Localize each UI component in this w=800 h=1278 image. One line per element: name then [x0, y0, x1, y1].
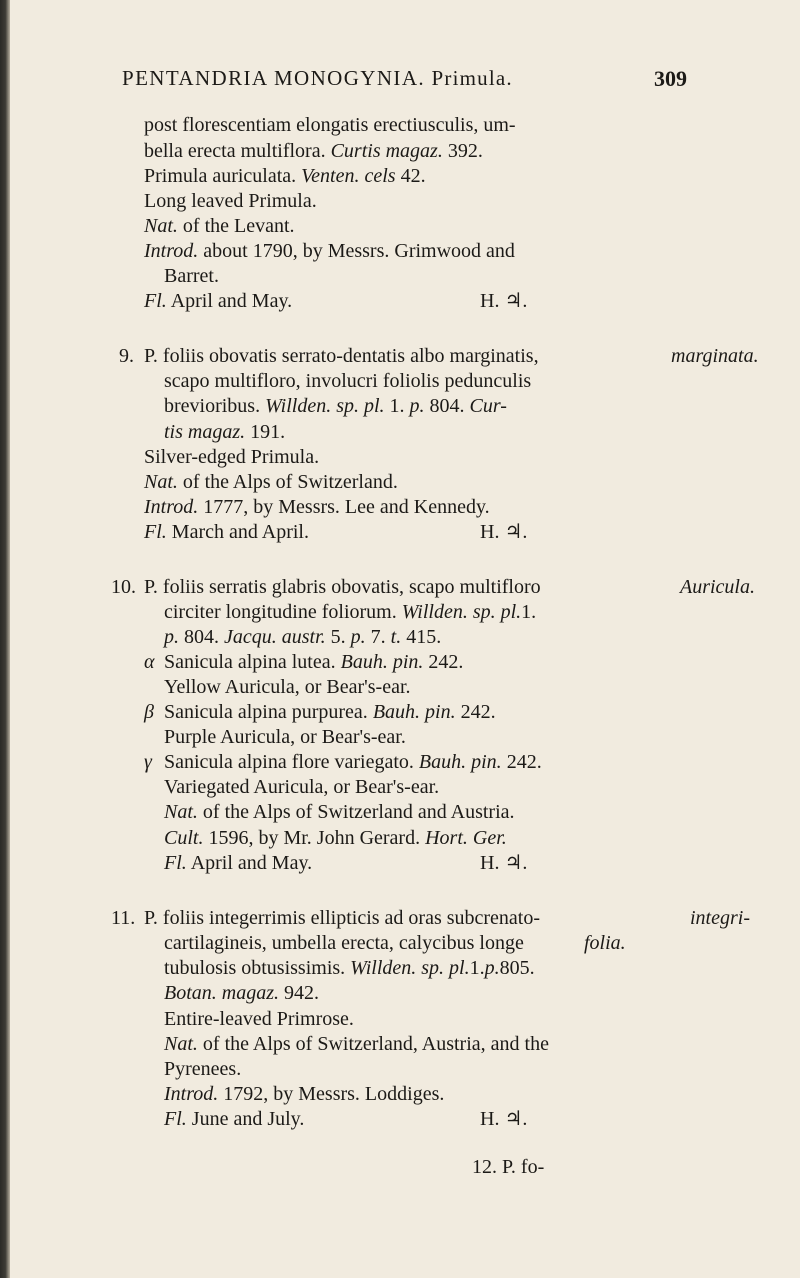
label-nat: Nat. [144, 215, 178, 237]
reference-page-abbr: p. [409, 395, 425, 417]
common-name: Yellow Auricula, or Bear's-ear. [164, 676, 411, 698]
running-head-title: PENTANDRIA MONOGYNIA. [122, 66, 426, 90]
margin-species-name: integri- [690, 907, 750, 929]
species-number: 10. [111, 576, 136, 598]
variety-symbol: β [144, 701, 154, 723]
reference-title: Willden. sp. pl. [401, 601, 522, 623]
flowering-text: April and May. [190, 852, 313, 874]
reference-number: 7. [370, 626, 386, 648]
text-line [164, 625, 441, 649]
flowering-text: March and April. [171, 521, 309, 543]
reference-page-abbr: p. [484, 957, 500, 979]
reference-title: Willden. sp. pl. [265, 395, 385, 417]
reference-number: 804. [429, 395, 465, 417]
native-line [164, 800, 515, 824]
flowering-text: April and May. [170, 290, 293, 312]
reference-title: Jacqu. austr. [224, 626, 326, 648]
native-text: of the Alps of Switzerland. [182, 471, 398, 493]
running-head-genus: Primula. [431, 66, 513, 90]
label-fl: Fl. [164, 1108, 187, 1130]
label-fl: Fl. [144, 290, 167, 312]
flowering-text: June and July. [191, 1108, 305, 1130]
native-line [144, 214, 295, 238]
margin-species-name: Auricula. [680, 576, 755, 598]
introd-line [164, 1082, 444, 1106]
flowering-line [164, 851, 312, 875]
margin-species-name-cont: folia. [584, 932, 626, 954]
text-line [144, 139, 483, 163]
common-name: Variegated Auricula, or Bear's-ear. [164, 776, 440, 798]
description-text: tubulosis obtusissimis. [164, 957, 346, 979]
reference-title: Cur- [469, 395, 507, 417]
page-header [122, 66, 687, 98]
text-line [144, 113, 516, 137]
introd-line [144, 495, 490, 519]
flowering-line [164, 1107, 304, 1131]
variety-name: Sanicula alpina purpurea. [164, 701, 368, 723]
variety-line [164, 650, 463, 674]
reference-number: 191. [250, 421, 286, 443]
page-number: 309 [654, 66, 687, 91]
variety-name: Sanicula alpina lutea. [164, 651, 336, 673]
label-fl: Fl. [144, 521, 167, 543]
label-fl: Fl. [164, 852, 187, 874]
text-line [164, 600, 536, 624]
reference-number: 1. [521, 601, 537, 623]
description-text: circiter longitudine foliorum. [164, 601, 397, 623]
text-line [164, 420, 285, 444]
variety-line [164, 750, 542, 774]
reference-number: 805. [499, 957, 535, 979]
reference-number: 804. [184, 626, 219, 648]
label-nat: Nat. [144, 471, 178, 493]
reference-plate-abbr: t. [390, 626, 402, 648]
native-line [144, 470, 398, 494]
common-name: Purple Auricula, or Bear's-ear. [164, 726, 406, 748]
reference-number: 5. [330, 626, 346, 648]
reference-title: Bauh. pin. [340, 651, 424, 673]
native-line [164, 1032, 549, 1056]
label-nat: Nat. [164, 1033, 198, 1055]
flowering-line [144, 289, 292, 313]
reference-number: 1. [469, 957, 485, 979]
habit-symbol: H. ♃. [480, 521, 528, 543]
reference-number: 942. [284, 982, 319, 1004]
reference-title: Botan. magaz. [164, 982, 279, 1004]
synonym-name: Primula auriculata. [144, 165, 297, 187]
introd-text: 1777, by Messrs. Lee and Kennedy. [203, 496, 490, 518]
reference-title: Venten. cels [301, 165, 396, 187]
common-name: Long leaved Primula. [144, 190, 317, 212]
reference-number: 392. [447, 140, 483, 162]
variety-symbol: α [144, 651, 155, 673]
text-line: P. foliis serratis glabris obovatis, scapo multifloro [144, 576, 541, 598]
text-line [164, 981, 319, 1005]
margin-species-name: marginata. [671, 345, 759, 367]
common-name: Silver-edged Primula. [144, 446, 320, 468]
reference-title: tis magaz. [164, 421, 246, 443]
reference-title: Curtis magaz. [330, 140, 443, 162]
reference-number: 242. [428, 651, 464, 673]
habit-symbol: H. ♃. [480, 1108, 528, 1130]
reference-number: 242. [506, 751, 542, 773]
description-text: bella erecta multiflora. [144, 140, 326, 162]
species-number: 9. [119, 345, 134, 367]
common-name: Entire-leaved Primrose. [164, 1008, 354, 1030]
introd-line [144, 239, 515, 263]
label-introd: Introd. [164, 1083, 219, 1105]
label-introd: Introd. [144, 496, 199, 518]
reference-title: Hort. Ger. [425, 827, 507, 849]
reference-title: Bauh. pin. [372, 701, 456, 723]
label-introd: Introd. [144, 240, 199, 262]
introd-text: about 1790, by Messrs. Grimwood and [203, 240, 515, 262]
reference-number: 42. [400, 165, 426, 187]
catchword: 12. P. fo- [472, 1156, 545, 1178]
habit-symbol: H. ♃. [480, 290, 528, 312]
reference-page-abbr: p. [350, 626, 366, 648]
running-head [122, 66, 513, 91]
cult-line [164, 826, 507, 850]
variety-line [164, 700, 496, 724]
reference-title: Bauh. pin. [418, 751, 502, 773]
text-line [144, 164, 426, 188]
reference-number: 1. [389, 395, 405, 417]
native-text: of the Levant. [182, 215, 295, 237]
introd-text: 1792, by Messrs. Loddiges. [223, 1083, 445, 1105]
reference-page-abbr: p. [164, 626, 179, 648]
label-nat: Nat. [164, 801, 198, 823]
cult-text: 1596, by Mr. John Gerard. [208, 827, 421, 849]
text-line: P. foliis integerrimis ellipticis ad oras subcrenato- [144, 907, 541, 929]
text-line [164, 956, 535, 980]
native-line-cont: Pyrenees. [164, 1058, 242, 1080]
native-text: of the Alps of Switzerland, Austria, and the [202, 1033, 549, 1055]
reference-title: Willden. sp. pl. [350, 957, 470, 979]
label-cult: Cult. [164, 827, 204, 849]
text-line: P. foliis obovatis serrato-dentatis albo marginatis, [144, 345, 539, 367]
text-line: scapo multifloro, involucri foliolis pedunculis [164, 370, 532, 392]
variety-name: Sanicula alpina flore variegato. [164, 751, 414, 773]
introd-line-cont: Barret. [164, 265, 219, 287]
description-text: post florescentiam elongatis erectiusculis, um- [144, 114, 516, 136]
native-text: of the Alps of Switzerland and Austria. [202, 801, 515, 823]
text-line: cartilagineis, umbella erecta, calycibus longe [164, 932, 524, 954]
habit-symbol: H. ♃. [480, 852, 528, 874]
species-number: 11. [111, 907, 136, 929]
text-line [164, 394, 507, 418]
reference-number: 415. [406, 626, 442, 648]
flowering-line [144, 520, 309, 544]
description-text: brevioribus. [164, 395, 261, 417]
reference-number: 242. [460, 701, 496, 723]
variety-symbol: γ [144, 751, 152, 773]
